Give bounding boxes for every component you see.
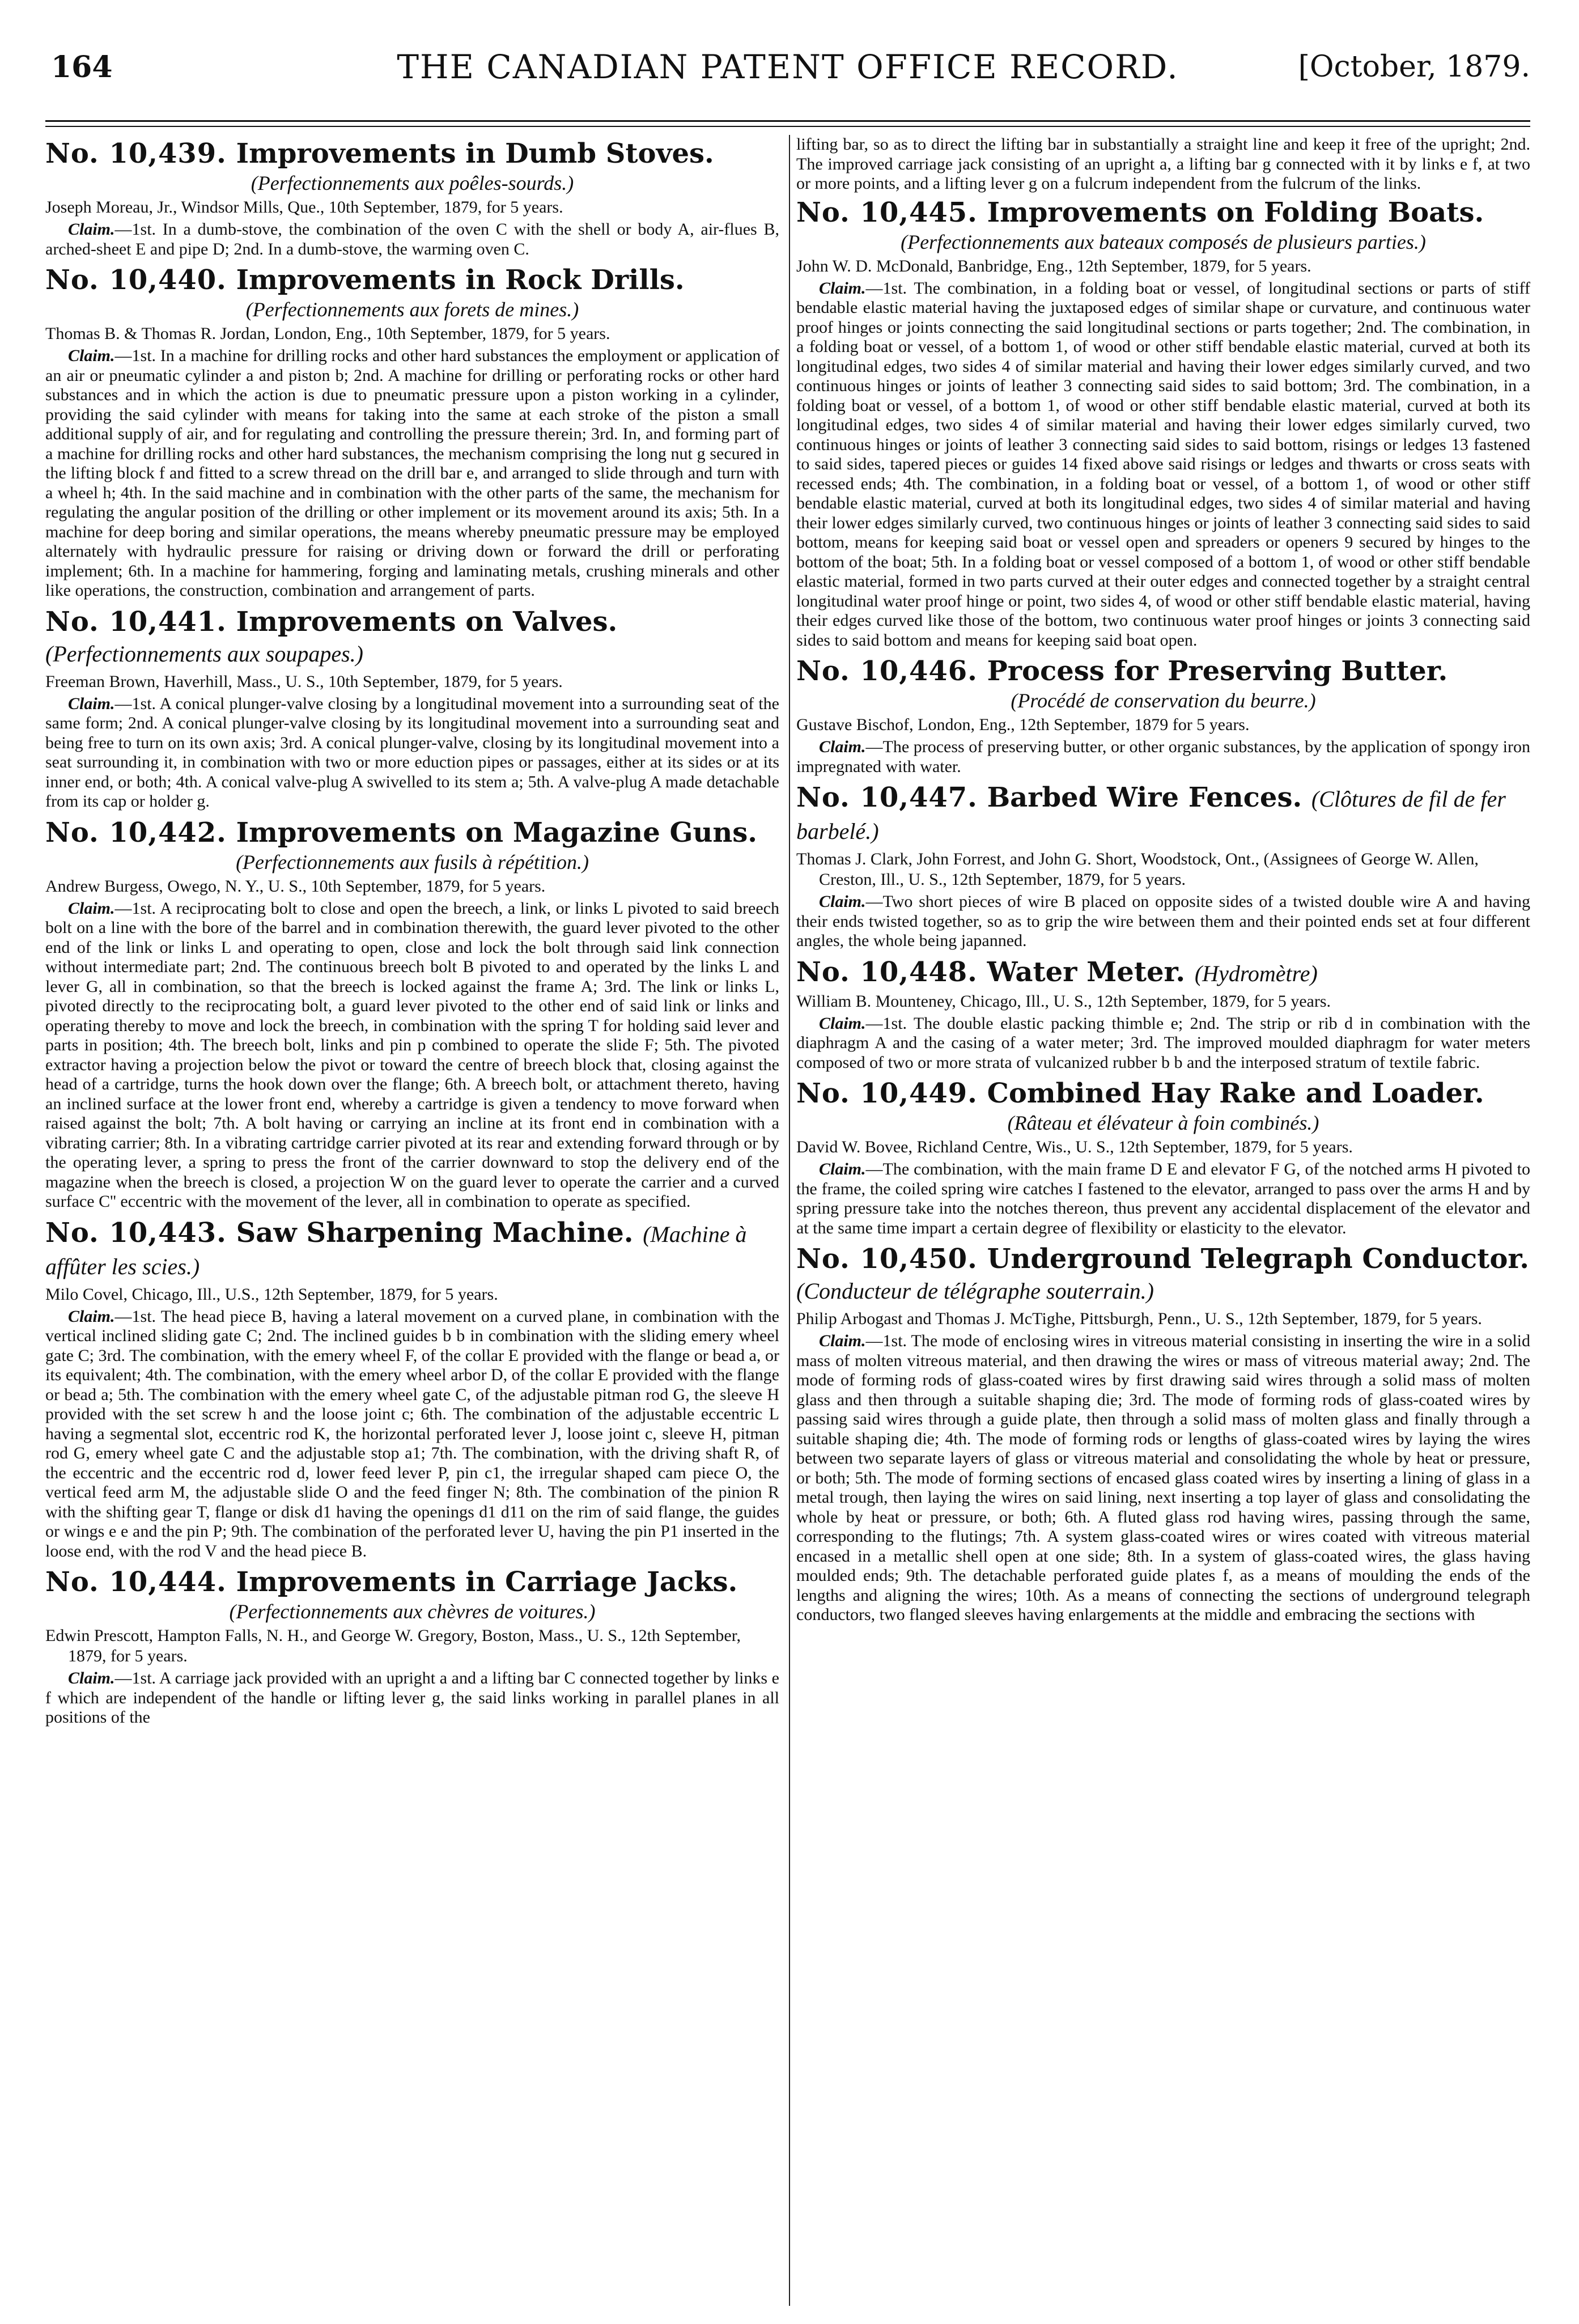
patent-entry <box>796 1244 1530 1625</box>
patentee: Thomas J. Clark, John Forrest, and John G. Short, Woodstock, Ont., (Assignees of George W. Allen, Creston, Ill., U. S., 12th September, 1879, for 5 years. <box>796 850 1479 889</box>
patent-heading <box>45 1567 779 1597</box>
french-title: (Perfectionnements aux forets de mines.) <box>245 298 579 321</box>
claim-text <box>796 1160 1530 1238</box>
patent-title: Barbed Wire Fences. <box>987 782 1302 813</box>
patentee: Philip Arbogast and Thomas J. McTighe, Pittsburgh, Penn., U. S., 12th September, 1879, for 5 years. <box>796 1309 1482 1328</box>
french-title: (Machine à affûter les scies.) <box>45 1221 747 1279</box>
patent-number: No. 10,449. <box>796 1078 978 1109</box>
french-title: (Perfectionnements aux chèvres de voitures.) <box>229 1600 596 1623</box>
patent-number: No. 10,444. <box>45 1566 227 1598</box>
header-rule <box>45 120 1530 122</box>
patent-heading <box>796 197 1530 228</box>
patent-entry <box>45 1567 779 1728</box>
patent-entry <box>796 197 1530 651</box>
claim-text <box>45 1307 779 1562</box>
claim-body: —Two short pieces of wire B placed on opposite sides of a twisted double wire A and having their ends twisted together, so as to grip the wire between them and their pointed ends set at four different angles, the whole being japanned. <box>796 892 1530 950</box>
patent-heading <box>45 1218 779 1282</box>
patent-heading <box>45 138 779 169</box>
patent-title: Improvements on Magazine Guns. <box>236 816 757 849</box>
patentee: Andrew Burgess, Owego, N. Y., U. S., 10th September, 1879, for 5 years. <box>45 876 546 896</box>
claim-label: Claim. <box>68 1307 115 1326</box>
claim-body: —1st. A conical plunger-valve closing by a longitudinal movement into a surrounding seat of the same form; 2nd. A conical plunger-valve closing by its longitudinal movement into a surrounding seat and being free to turn on its own axis; 3rd. A conical plunger-valve, closing by its longitudinal movement into a seat surrounding it, in combination with two or more eduction pipes or passages, either at its sides or at its inner end, or both; 4th. A conical valve-plug A swivelled to its stem a; 5th. A valve-plug A made detachable from its cap or holder g. <box>45 694 779 811</box>
issue-date: [October, 1879. <box>1298 50 1530 84</box>
claim-text <box>796 1014 1530 1073</box>
patent-entry <box>45 265 779 601</box>
claim-text <box>45 694 779 812</box>
claim-label: Claim. <box>819 1013 866 1033</box>
patentee: Joseph Moreau, Jr., Windsor Mills, Que., 10th September, 1879, for 5 years. <box>45 198 563 217</box>
patentee: Edwin Prescott, Hampton Falls, N. H., and George W. Gregory, Boston, Mass., U. S., 12th September, 1879, for 5 years. <box>45 1626 741 1665</box>
right-column <box>796 135 1530 2300</box>
claim-label: Claim. <box>68 1669 115 1687</box>
patent-entry <box>796 782 1530 951</box>
claim-text <box>796 892 1530 951</box>
claim-text <box>45 899 779 1212</box>
patent-title: Improvements on Valves. <box>236 605 618 638</box>
french-title: (Perfectionnements aux poêles-sourds.) <box>251 172 574 194</box>
claim-label: Claim. <box>68 694 115 713</box>
patent-number: No. 10,440. <box>45 264 227 296</box>
patent-title: Improvements on Folding Boats. <box>987 196 1484 228</box>
patent-heading <box>796 782 1530 847</box>
continued-claim: lifting bar, so as to direct the lifting bar in substantially a straight line and keep it free of the upright; 2nd. The improved carriage jack consisting of an upright a, a lifting bar g connected with it by links e f, at two or more points, and a lifting lever g on a fulcrum independent from the fulcrum of the links. <box>796 135 1530 193</box>
patent-title: Water Meter. <box>987 956 1186 988</box>
patent-heading <box>45 607 779 669</box>
french-title: (Perfectionnements aux bateaux composés de plusieurs parties.) <box>901 230 1426 253</box>
claim-body: —1st. The head piece B, having a lateral movement on a curved plane, in combination with the vertical inclined sliding gate C; 2nd. The inclined guides b b in combination with the sliding emery wheel gate C; 3rd. The combination, with the emery wheel F, of the collar E provided with the flange or bead a, or its equivalent; 4th. The combination, with the emery wheel arbor D, of the collar E provided with the flange or bead a; 5th. The combination with the emery wheel gate C, of the adjustable pitman rod G, the sleeve H provided with the set screw h and the loose joint c; 6th. The combination of the adjustable eccentric L having a segmental slot, eccentric rod K, the horizontal perforated lever J, loose joint c, sleeve H, pitman rod G, emery wheel gate C and the adjustable stop a1; 7th. The combination, with the driving shaft R, of the eccentric and the eccentric rod d, lower feed lever P, pin c1, the irregular shaped cam piece O, the vertical feed arm M, the adjustable slide O and the feed finger N; 8th. The combination of the pinion R with the shifting gear T, flange or disk d1 having the openings d1 d11 on the rim of said flange, the guides or wings e e and the pin P; 9th. The combination of the perforated lever U, having the pin P1 inserted in the loose end, with the rod V and the head piece B. <box>45 1307 779 1560</box>
french-title: (Conducteur de télégraphe souterrain.) <box>796 1278 1154 1304</box>
patent-title: Improvements in Rock Drills. <box>236 264 685 296</box>
claim-text <box>796 1331 1530 1625</box>
patent-heading <box>45 817 779 848</box>
claim-body: —1st. A carriage jack provided with an upright a and a lifting bar C connected together by links e f which are independent of the handle or lifting lever g, the said links working in parallel planes in all positions of the <box>45 1669 779 1727</box>
claim-body: —1st. The combination, in a folding boat or vessel, of longitudinal sections or parts of stiff bendable elastic material having the juxtaposed edges of similar shape or curvature, and continuous water proof hinges or joints connecting the said longitudinal sections or parts together; 2nd. The combination, in a folding boat or vessel, of a bottom 1, of wood or other stiff bendable elastic material, curved at both its longitudinal edges, two sides 4 of similar material and having their lower edges similarly curved, and two continuous hinges or joints of leather 3 connecting said sides to said bottom; 3rd. The combination, in a folding boat or vessel, of a bottom 1, of wood or other stiff bendable elastic material, curved at both its longitudinal edges, two sides 4 of similar material and having their lower edges similarly curved, two continuous hinges or joints of leather 3 connecting said sides to said bottom, risings or ledges 13 fastened to said sides, tapered pieces or guides 14 fixed above said risings or ledges and thwarts or cross seats with recessed ends; 4th. The combination, in a folding boat or vessel, of a bottom 1, of wood or other stiff bendable elastic material, curved at both its longitudinal edges, two sides 4 of similar material and having their lower edges similarly curved, two continuous hinges or joints of leather 3 connecting said sides to said bottom, means for keeping said boat or vessel open and spreaders or openers 9 secured by hinges to the bottom of the boat; 5th. In a folding boat or vessel composed of a bottom 1, of wood or other stiff bendable elastic material, formed in two parts curved at their outer edges and connected together by a straight central longitudinal water proof hinge or point, two sides 4, of wood or other stiff bendable elastic material, having their edges curved like those of the bottom, two continuous water proof hinges or joints 3 connecting said sides to said bottom and means for keeping said boat open. <box>796 278 1530 650</box>
claim-label: Claim. <box>68 220 115 239</box>
patent-entry <box>796 1078 1530 1238</box>
patent-title: Combined Hay Rake and Loader. <box>987 1078 1484 1109</box>
claim-body: —1st. The double elastic packing thimble e; 2nd. The strip or rib d in combination with the diaphragm A and the casing of a water meter; 3rd. The improved moulded diaphragm for water meters composed of two or more strata of vulcanized rubber b b and the interposed stratum of textile fabric. <box>796 1013 1530 1072</box>
patent-number: No. 10,439. <box>45 138 227 169</box>
patentee: David W. Bovee, Richland Centre, Wis., U. S., 12th September, 1879, for 5 years. <box>796 1138 1353 1156</box>
claim-label: Claim. <box>819 1160 866 1178</box>
patent-heading <box>45 265 779 295</box>
patentee: Gustave Bischof, London, Eng., 12th September, 1879 for 5 years. <box>796 715 1250 734</box>
claim-text <box>45 220 779 259</box>
patentee: William B. Mounteney, Chicago, Ill., U. S., 12th September, 1879, for 5 years. <box>796 991 1331 1011</box>
patent-heading <box>796 656 1530 686</box>
header-rule-thin <box>45 126 1530 127</box>
page-header <box>45 23 1530 85</box>
patentee: John W. D. McDonald, Banbridge, Eng., 12th September, 1879, for 5 years. <box>796 256 1311 275</box>
claim-text <box>45 346 779 601</box>
claim-text <box>796 279 1530 651</box>
patent-title: Process for Preserving Butter. <box>987 655 1448 687</box>
patent-heading <box>796 1244 1530 1307</box>
patent-entry <box>45 607 779 812</box>
claim-text <box>796 737 1530 777</box>
patent-number: No. 10,441. <box>45 605 227 638</box>
patent-title: Improvements in Dumb Stoves. <box>236 138 714 169</box>
patentee: Freeman Brown, Haverhill, Mass., U. S., 10th September, 1879, for 5 years. <box>45 672 563 691</box>
patent-entry <box>45 817 779 1212</box>
claim-label: Claim. <box>819 1331 866 1350</box>
claim-label: Claim. <box>68 898 115 918</box>
column-divider <box>789 135 790 2306</box>
french-title: (Perfectionnements aux soupapes.) <box>45 641 363 667</box>
patent-entry <box>45 138 779 259</box>
patent-entry <box>796 656 1530 777</box>
claim-body: —1st. In a dumb-stove, the combination of the oven C with the shell or body A, air-flues B, arched-sheet E and pipe D; 2nd. In a dumb-stove, the warming oven C. <box>45 220 779 258</box>
patent-number: No. 10,448. <box>796 956 978 988</box>
patent-number: No. 10,443. <box>45 1216 227 1249</box>
patentee: Thomas B. & Thomas R. Jordan, London, Eng., 10th September, 1879, for 5 years. <box>45 324 610 343</box>
claim-text <box>45 1669 779 1728</box>
claim-body: —1st. In a machine for drilling rocks and other hard substances the employment or application of an air or pneumatic cylinder a and piston b; 2nd. A machine for drilling or perforating rocks or other hard substances and in which the action is due to pneumatic pressure upon a piston working in a cylinder, providing the said cylinder with means for taking into the same at each stroke of the piston a small additional supply of air, and for regulating and controlling the pressure therein; 3rd. In, and forming part of a machine for drilling rocks and other hard substances, the mechanism comprising the long nut g secured in the lifting block f and fitted to a screw thread on the drill bar e, and arranged to slide through and turn with a wheel h; 4th. In the said machine and in combination with the other parts of the same, the mechanism for regulating the angular position of the drilling or other implement or its movement around its axis; 5th. In a machine for deep boring and similar operations, the means whereby pneumatic pressure may be employed alternately with hydraulic pressure for raising or driving down or forward the drill or perforating implement; 6th. In a machine for hammering, forging and laminating metals, crushing minerals and other like operations, the construction, combination and arrangement of parts. <box>45 346 779 600</box>
patent-heading <box>796 957 1530 989</box>
french-title: (Râteau et élévateur à foin combinés.) <box>1007 1112 1319 1134</box>
claim-label: Claim. <box>68 346 115 365</box>
claim-body: —1st. A reciprocating bolt to close and open the breech, a link, or links L pivoted to said breech bolt on a line with the bore of the barrel and in combination therewith, the guard lever pivoted to the other end of the link or links L and operating to open, close and lock the bolt through said link connection without intermediate part; 2nd. The continuous breech bolt B pivoted to and operated by the links L and lever G, all in combination, so that the breech is locked against the frame A; 3rd. The link or links L, pivoted directly to the reciprocating bolt, a guard lever pivoted to the other end of said link or links and operating thereby to move and lock the breech, in combination with the spring T for holding said lever and parts in position; 4th. The breech bolt, links and pin p combined to operate the slide F; 5th. The pivoted extractor having a projection below the pivot or toward the centre of breech block that, closing against the head of a cartridge, turns the hook down over the flange; 6th. A breech bolt, or attachment thereto, having an inclined surface at the lower front end, whereby a cartridge is given a tendency to move forward when raised against the bolt; 7th. A bolt having or carrying an incline at its front end in combination with a vibrating carrier; 8th. In a vibrating cartridge carrier pivoted at its rear and extending forward through or by the operating lever, a spring to press the front of the carrier downward to stop the delivery end of the magazine when the breech is closed, a projection W on the guard lever to operate the carrier and a curved surface C'' eccentric with the movement of the lever, all in combination to operate as specified. <box>45 898 779 1211</box>
french-title: (Perfectionnements aux fusils à répétition.) <box>236 850 589 873</box>
patent-number: No. 10,450. <box>796 1243 978 1275</box>
patent-title: Saw Sharpening Machine. <box>236 1216 634 1249</box>
left-column <box>45 135 779 2300</box>
patentee: Milo Covel, Chicago, Ill., U.S., 12th September, 1879, for 5 years. <box>45 1284 498 1304</box>
claim-label: Claim. <box>819 278 866 298</box>
patent-number: No. 10,442. <box>45 816 227 849</box>
page-number: 164 <box>51 50 113 84</box>
french-title: (Clôtures de fil de fer barbelé.) <box>796 786 1506 844</box>
patent-number: No. 10,445. <box>796 196 978 228</box>
claim-label: Claim. <box>819 737 866 756</box>
patent-title: Underground Telegraph Conductor. <box>987 1243 1529 1275</box>
patent-number: No. 10,447. <box>796 782 978 813</box>
claim-label: Claim. <box>819 892 866 911</box>
claim-body: —The combination, with the main frame D E and elevator F G, of the notched arms H pivoted to the frame, the coiled spring wire catches I fastened to the elevator, arranged to pass over the arms H and by spring pressure take into the notches thereon, thus prevent any accidental displacement of the elevator and at the same time impart a certain degree of flexibility or elasticity to the elevator. <box>796 1160 1530 1237</box>
patent-entry <box>45 1218 779 1562</box>
patent-number: No. 10,446. <box>796 655 978 687</box>
french-title: (Hydromètre) <box>1194 960 1318 986</box>
claim-body: —1st. The mode of enclosing wires in vitreous material consisting in inserting the wire in a solid mass of molten vitreous material, and then drawing the wires or mass of vitreous material away; 2nd. The mode of forming rods of glass-coated wires by first drawing said wires through a solid mass of molten glass and then through a suitable shaping die; 3rd. The mode of forming rods of glass-coated wires by passing said wires through a guide plate, then through a solid mass of molten glass and finally through a suitable shaping die; 4th. The mode of forming rods or lengths of glass-coated wires by laying the wires between two separate layers of glass or vitreous material and consolidating the whole by heat or pressure, or both; 5th. The mode of forming sections of encased glass coated wires by inserting a lining of glass in a metal trough, then laying the wires on said lining, next inserting a top layer of glass and consolidating the whole by heat or pressure, or both; 6th. A fluted glass rod having wires, passing through the same, corresponding to the flutings; 7th. A system glass-coated wires or wires coated with vitreous material encased in a metallic shell open at one side; 8th. In a system of glass-coated wires, the glass having moulded ends; 9th. The detachable perforated guide plates f, as a means of moulding the ends of the lengths and aligning the wires; 10th. As a means of connecting the sections of underground telegraph conductors, two flanged sleeves having enlargements at the middle and embracing the sections with <box>796 1331 1530 1624</box>
patent-heading <box>796 1078 1530 1109</box>
french-title: (Procédé de conservation du beurre.) <box>1011 689 1316 712</box>
patent-entry <box>796 957 1530 1073</box>
claim-body: —The process of preserving butter, or other organic substances, by the application of spongy iron impregnated with water. <box>796 737 1530 776</box>
patent-title: Improvements in Carriage Jacks. <box>236 1566 738 1598</box>
running-title: THE CANADIAN PATENT OFFICE RECORD. <box>397 48 1179 86</box>
